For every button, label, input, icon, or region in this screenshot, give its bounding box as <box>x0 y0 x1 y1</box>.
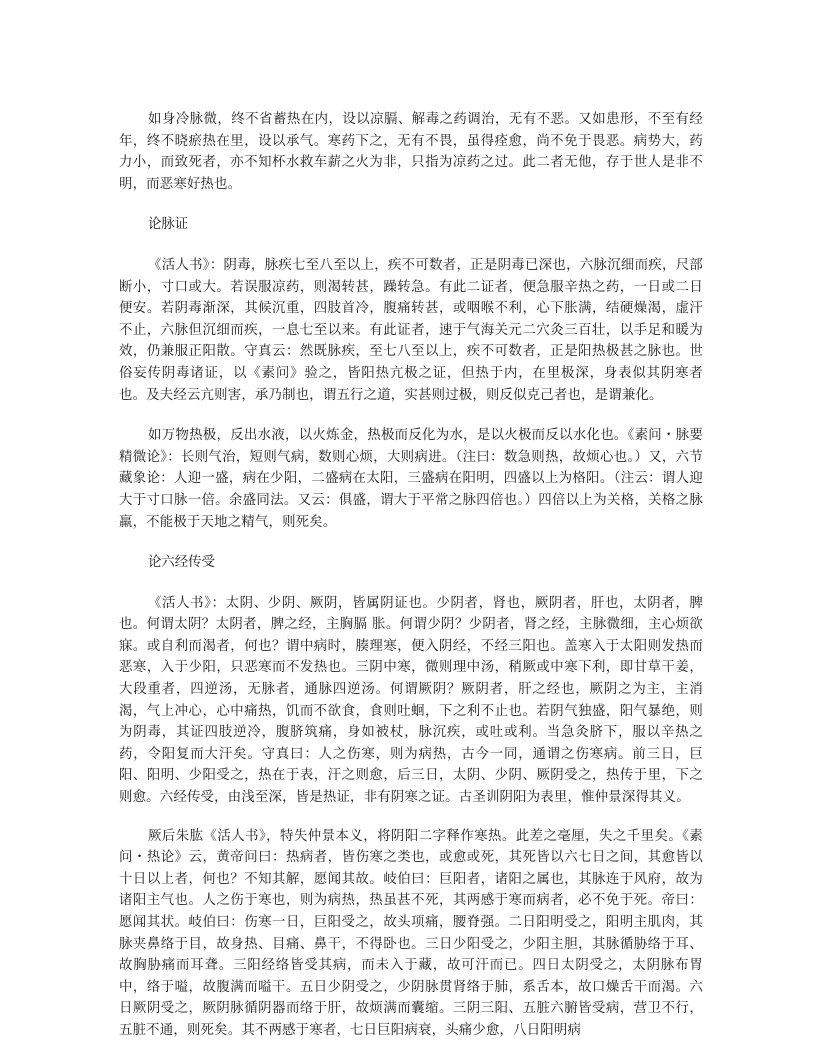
paragraph-six-channels-1: 《活人书》：太阴、少阴、厥阴，皆属阴证也。少阴者，肾也，厥阴者，肝也，太阴者，脾也。何谓太阴？太阴者，脾之经，主胸膈 胀。何谓少阴？少阴者，肾之经，主脉微细，主心烦欲寐。或自利而渴者，何也？谓中病时，腠理寒，便入阴经，不经三阳也。盖寒入于太阳则发热而恶寒，入于少阳，只恶寒而不发热也。三阴中寒，微则理中汤，稍厥或中寒下利，即甘草干姜，大段重者，四逆汤，无脉者，通脉四逆汤。何谓厥阴？厥阴者，肝之经也，厥阴之为主，主消渴，气上冲心，心中痛热，饥而不欲食，食则吐蛔，下之利不止也。若阴气独盛，阳气暴绝，则为阴毒，其证四肢逆冷，腹脐筑痛，身如被杖，脉沉疾，或吐或利。当急灸脐下，服以辛热之药，令阳复而大汗矣。守真曰：人之伤寒，则为病热，古今一同，通谓之伤寒病。前三日，巨阳、阳明、少阳受之，热在于表，汗之则愈，后三日，太阴、少阴、厥阴受之，热传于里，下之则愈。六经传受，由浅至深，皆是热证，非有阴寒之证。古圣训阴阳为表里，惟仲景深得其义。 <box>119 595 703 806</box>
paragraph-pulse-2: 如万物热极，反出水液，以火炼金，热极而反化为水，是以火极而反以水化也。《素问・脉要精微论》：长则气治，短则气病，数则心烦，大则病进。（注曰：数急则热，故烦心也。）又，六节藏象论：人迎一盛，病在少阳，二盛病在太阳，三盛病在阳明，四盛以上为格阳。（注云：谓人迎大于寸口脉一倍。余盛同法。又云：俱盛，谓大于平常之脉四倍也。）四倍以上为关格，关格之脉羸，不能极于天地之精气，则死矣。 <box>119 428 703 530</box>
section-heading-pulse: 论脉证 <box>148 217 189 233</box>
paragraph-intro: 如身冷脉微，终不省蓄热在内，设以凉膈、解毒之药调治，无有不恶。又如患形，不至有经年，终不晓瘀热在里，设以承气。寒药下之，无有不畏，虽得痊愈，尚不免于畏恶。病势大，药力小，而致死者，亦不知杯水救车薪之火为非，只指为凉药之过。此二者无他，存于世人是非不明，而恶寒好热也。 <box>119 112 703 192</box>
document-body <box>119 109 703 1042</box>
paragraph-pulse-1: 《活人书》：阴毒，脉疾七至八至以上，疾不可数者，正是阴毒已深也，六脉沉细而疾，尺部断小，寸口或大。若误服凉药，则渴转甚，躁转急。有此二证者，便急服辛热之药，一日或二日便安。若阴毒渐深，其候沉重，四肢首冷，腹痛转甚，或咽喉不利，心下胀满，结硬燥渴，虚汗不止，六脉但沉细而疾，一息七至以来。有此证者，速于气海关元二穴灸三百壮，以手足和暖为效，仍兼服正阳散。守真云：然既脉疾，至七八至以上，疾不可数者，正是阳热极甚之脉也。世俗妄传阴毒诸证，以《素问》验之，皆阳热亢极之证，但热于内，在里极深，身表似其阴寒者也。及夫经云亢则害，承乃制也，谓五行之道，实甚则过极，则反似克己者也，是谓兼化。 <box>119 257 703 403</box>
paragraph-six-channels-2: 厥后朱肱《活人书》，特失仲景本义，将阴阳二字释作寒热。此差之毫厘，失之千里矣。《素问・热论》云，黄帝问曰：热病者，皆伤寒之类也，或愈或死，其死皆以六七日之间，其愈皆以十日以上者，何也？不知其解，愿闻其故。岐伯曰：巨阳者，诸阳之属也，其脉连于风府，故为诸阳主气也。人之伤于寒也，则为病热，热虽甚不死，其两感于寒而病者，必不免于死。帝曰：愿闻其状。岐伯曰：伤寒一日，巨阳受之，故头项痛，腰脊强。二日阳明受之，阳明主肌肉，其脉夹鼻络于目，故身热、目痛、鼻干，不得卧也。三日少阳受之，少阳主胆，其脉循胁络于耳、故胸胁痛而耳聋。三阳经络皆受其病，而未入于藏，故可汗而已。四日太阴受之，太阴脉布胃中，络于嗌，故腹满而嗌干。五日少阴受之，少阴脉贯肾络于肺，系舌本，故口燥舌干而渴。六日厥阴受之，厥阴脉循阴器而络于肝，故烦满而囊缩。三阴三阳、五脏六腑皆受病，营卫不行，五脏不通，则死矣。其不两感于寒者，七日巨阳病衰，头痛少愈，八日阳明病 <box>119 828 703 1038</box>
section-heading-six-channels: 论六经传受 <box>148 555 215 571</box>
